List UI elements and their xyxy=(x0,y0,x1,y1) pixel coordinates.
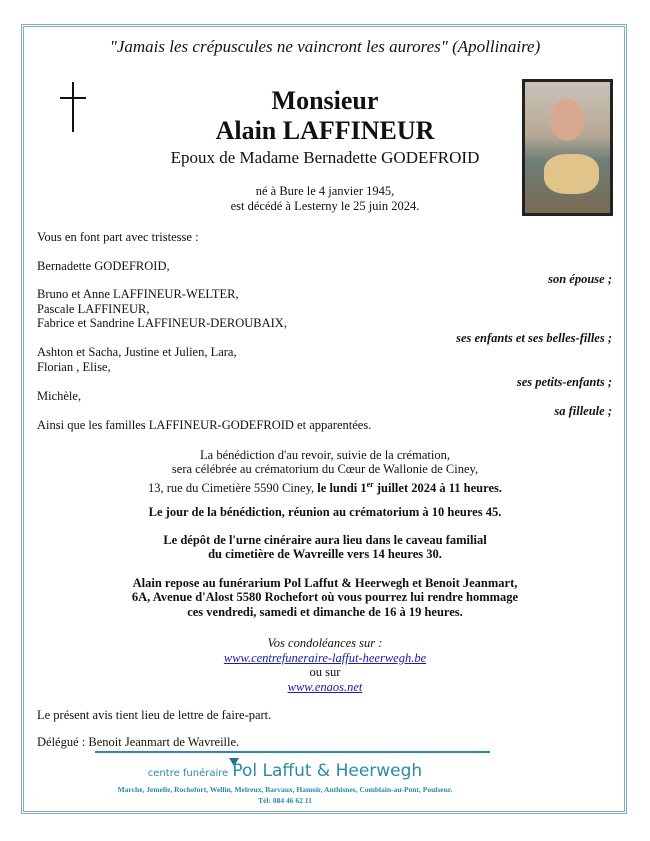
condolences-label: Vos condoléances sur : xyxy=(267,636,383,650)
families-line: Ainsi que les familles LAFFINEUR-GODEFROID et apparentées. xyxy=(37,418,372,432)
delegate-line: Délégué : Benoit Jeanmart de Wavreille. xyxy=(37,735,240,749)
family-role: ses petits-enfants ; xyxy=(516,375,612,389)
footer-towns: Marche, Jemelle, Rochefort, Wellin, Melreux, Barvaux, Hamoir, Anthisnes, Comblain-au-Pont, Poulseur. xyxy=(117,785,453,794)
funeral-home-logo xyxy=(0,761,570,781)
spouse-line: Epoux de Madame Bernadette GODEFROID xyxy=(170,148,480,167)
family-name: Michèle, xyxy=(37,389,82,403)
family-role: son épouse ; xyxy=(548,272,612,286)
family-name: Bruno et Anne LAFFINEUR-WELTER, xyxy=(37,287,239,301)
footer-phone: Tél: 084 46 62 11 xyxy=(258,796,312,805)
enaos-link[interactable]: www.enaos.net xyxy=(287,680,363,694)
notice-line: Le présent avis tient lieu de lettre de faire-part. xyxy=(37,708,272,722)
quote: "Jamais les crépuscules ne vaincront les aurores" (Apollinaire) xyxy=(109,37,541,56)
family-role: sa filleule ; xyxy=(554,404,612,418)
funeral-home-link[interactable]: www.centrefuneraire-laffut-heerwegh.be xyxy=(223,651,427,665)
address: 13, rue du Cimetière 5590 Ciney, xyxy=(148,481,318,496)
intro-text: Vous en font part avec tristesse : xyxy=(37,230,199,244)
rest-line: 6A, Avenue d'Alost 5580 Rochefort où vous pourrez lui rendre hommage xyxy=(131,590,519,604)
family-name: Bernadette GODEFROID, xyxy=(37,259,170,273)
family-role: ses enfants et ses belles-filles ; xyxy=(456,331,612,345)
family-name: Florian , Elise, xyxy=(37,360,111,374)
title-monsieur: Monsieur xyxy=(271,86,379,115)
rest-line: Alain repose au funérarium Pol Laffut & Heerwegh et Benoit Jeanmart, xyxy=(132,576,518,590)
urn-line: du cimetière de Wavreille vers 14 heures 30. xyxy=(208,547,442,561)
logo-prefix: centre funéraire xyxy=(147,768,229,779)
rest-line: ces vendredi, samedi et dimanche de 16 à 19 heures. xyxy=(187,605,463,619)
urn-line: Le dépôt de l'urne cinéraire aura lieu dans le caveau familial xyxy=(163,533,487,547)
date: le lundi 1 xyxy=(317,481,367,496)
family-name: Fabrice et Sandrine LAFFINEUR-DEROUBAIX, xyxy=(37,316,287,330)
date-sup: er xyxy=(366,480,374,489)
meeting-line: Le jour de la bénédiction, réunion au crématorium à 10 heures 45. xyxy=(148,505,502,519)
ceremony-line: La bénédiction d'au revoir, suivie de la crémation, xyxy=(200,448,450,462)
family-name: Ashton et Sacha, Justine et Julien, Lara, xyxy=(37,345,237,359)
date-rest: juillet 2024 à 11 heures. xyxy=(373,481,502,496)
logo-brand: Pol Laffut & Heerwegh xyxy=(232,761,423,781)
family-name: Pascale LAFFINEUR, xyxy=(37,302,150,316)
portrait-photo xyxy=(522,79,613,216)
ceremony-line: sera célébrée au crématorium du Cœur de Wallonie de Ciney, xyxy=(171,462,479,476)
ceremony-line xyxy=(0,477,650,496)
footer-divider xyxy=(95,751,490,753)
birth-line: né à Bure le 4 janvier 1945, xyxy=(255,184,395,198)
death-line: est décédé à Lesterny le 25 juin 2024. xyxy=(230,199,420,213)
or-text: ou sur xyxy=(309,665,341,679)
deceased-name: Alain LAFFINEUR xyxy=(215,116,435,145)
